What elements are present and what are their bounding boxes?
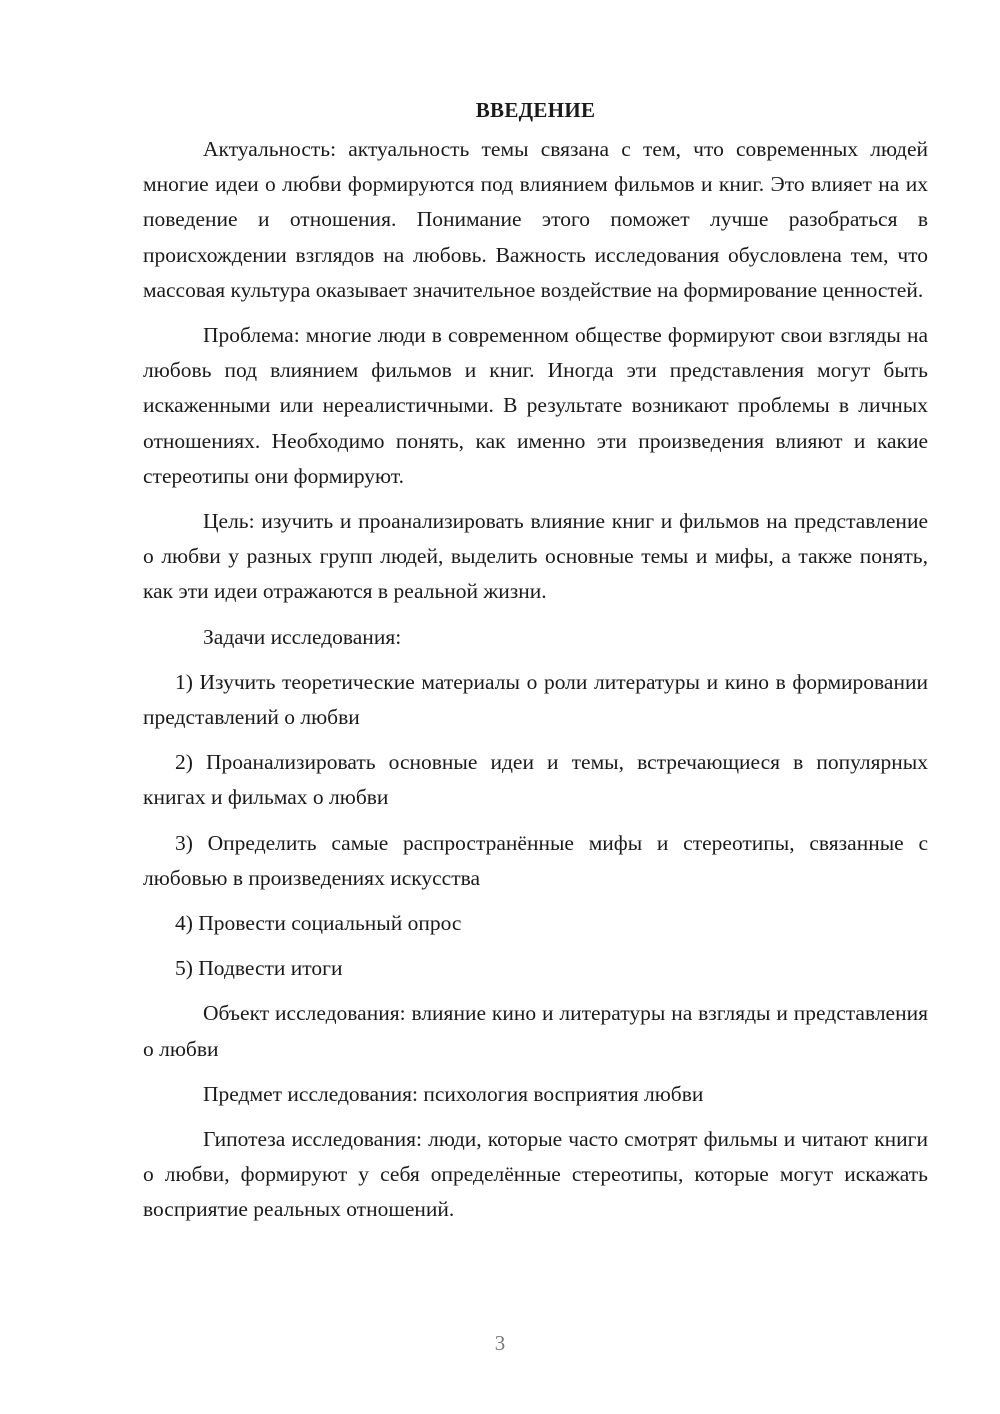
task-item-4: 4) Провести социальный опрос [175, 911, 462, 936]
relevance-paragraph: Актуальность: актуальность темы связана с тем, что современных людей многие идеи о любви формируются под влиянием фильмов и книг. Это влияет на их поведение и отношения. Понимание этого поможет лучше разобраться в происхождении взглядов на любовь. Важность исследования обусловлена тем, что массовая культура оказывает значительное воздействие на формирование ценностей. [143, 137, 928, 302]
task-item-1: 1) Изучить теоретические материалы о роли литературы и кино в формировании представлений о любви [143, 669, 928, 730]
section-heading: ВВЕДЕНИЕ [475, 98, 596, 122]
problem-paragraph: Проблема: многие люди в современном обществе формируют свои взгляды на любовь под влиянием фильмов и книг. Иногда эти представления могут быть искаженными или нереалистичными. В результате возникают проблемы в личных отношениях. Необходимо понять, как именно эти произведения влияют и какие стереотипы они формируют. [143, 323, 928, 488]
tasks-title: Задачи исследования: [203, 624, 402, 649]
hypothesis-paragraph: Гипотеза исследования: люди, которые часто смотрят фильмы и читают книги о любви, формируют у себя определённые стереотипы, которые могут искажать восприятие реальных отношений. [143, 1127, 928, 1222]
subject-paragraph: Предмет исследования: психология восприятия любви [203, 1081, 704, 1106]
task-item-3: 3) Определить самые распространённые мифы и стереотипы, связанные с любовью в произведениях искусства [143, 830, 928, 890]
task-item-2: 2) Проанализировать основные идеи и темы, встречающиеся в популярных книгах и фильмах о любви [143, 750, 928, 810]
page-number: 3 [494, 1331, 506, 1355]
object-paragraph: Объект исследования: влияние кино и литературы на взгляды и представления о любви [143, 1001, 928, 1061]
document-page [143, 92, 928, 1238]
goal-paragraph: Цель: изучить и проанализировать влияние книг и фильмов на представление о любви у разных групп людей, выделить основные темы и мифы, а также понять, как эти идеи отражаются в реальной жизни. [143, 509, 928, 604]
task-item-5: 5) Подвести итоги [175, 956, 343, 981]
